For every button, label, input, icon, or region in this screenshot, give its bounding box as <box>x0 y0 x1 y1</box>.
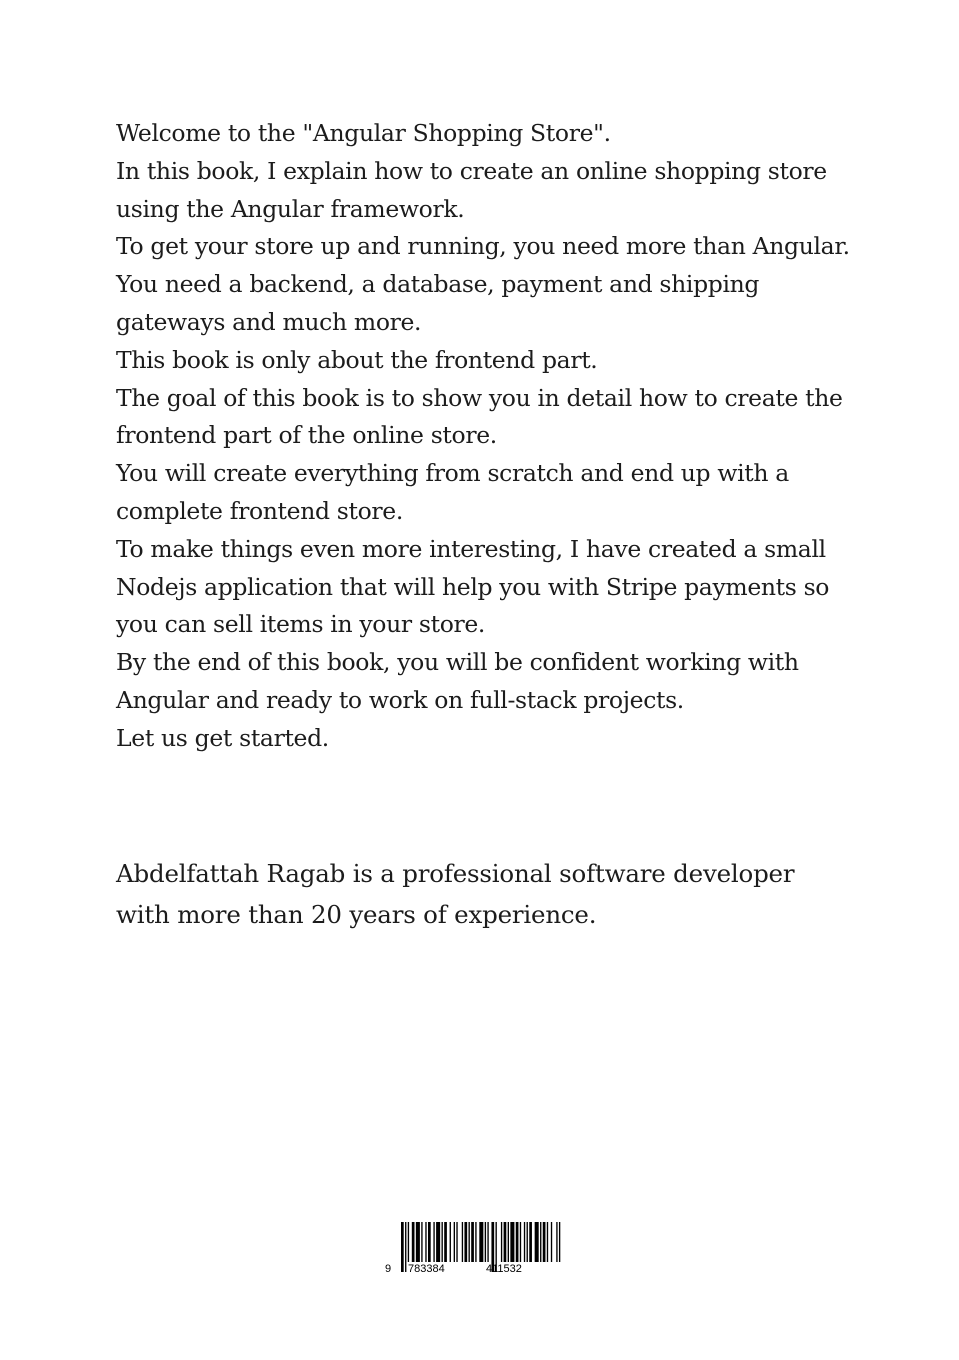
back-cover-blurb <box>116 115 856 758</box>
barcode-bar <box>508 1222 509 1262</box>
blurb-line: This book is only about the frontend part. <box>116 345 598 374</box>
barcode-bar <box>543 1222 546 1262</box>
barcode-bar <box>516 1222 519 1262</box>
blurb-line: gateways and much more. <box>116 307 422 336</box>
blurb-line: In this book, I explain how to create an online shopping store <box>116 156 827 185</box>
author-bio-line: Abdelfattah Ragab is a professional software developer <box>116 859 795 888</box>
blurb-line: To get your store up and running, you need more than Angular. <box>116 232 850 261</box>
blurb-line: To make things even more interesting, I have created a small <box>116 534 826 563</box>
barcode-bar <box>535 1222 539 1262</box>
barcode-digits-left: 783384 <box>408 1263 445 1274</box>
barcode-bar <box>469 1222 470 1262</box>
barcode-bar <box>547 1222 548 1262</box>
barcode-bar <box>527 1222 528 1262</box>
barcode-bar <box>456 1222 457 1262</box>
blurb-line: The goal of this book is to show you in detail how to create the <box>116 383 843 412</box>
isbn-barcode <box>383 1222 563 1274</box>
barcode-bar <box>425 1222 426 1262</box>
blurb-line: you can sell items in your store. <box>116 610 486 639</box>
barcode-bar <box>416 1222 420 1262</box>
blurb-line: You need a backend, a database, payment and shipping <box>116 270 760 299</box>
barcode-bar <box>444 1222 447 1262</box>
barcode-bar <box>433 1222 434 1262</box>
barcode-bar <box>475 1222 476 1262</box>
barcode-bar <box>405 1222 406 1272</box>
barcode-bar <box>485 1222 486 1262</box>
barcode-digit-first: 9 <box>385 1263 392 1274</box>
barcode-bar <box>436 1222 440 1262</box>
barcode-bar <box>428 1222 431 1262</box>
barcode-digits-right: 411532 <box>486 1263 522 1274</box>
blurb-line: By the end of this book, you will be confident working with <box>116 648 799 677</box>
blurb-line: using the Angular framework. <box>116 194 465 223</box>
blurb-line: Angular and ready to work on full-stack projects. <box>116 685 684 714</box>
barcode-bar <box>487 1222 488 1262</box>
barcode-bar <box>479 1222 483 1262</box>
barcode-bar <box>412 1222 415 1262</box>
barcode-bar <box>501 1222 502 1262</box>
barcode-bar <box>540 1222 541 1262</box>
blurb-line: You will create everything from scratch and end up with a <box>116 459 789 488</box>
barcode-bar <box>464 1222 467 1262</box>
blurb-line: Nodejs application that will help you with Stripe payments so <box>116 572 830 601</box>
barcode-bar <box>559 1222 560 1262</box>
barcode-bar <box>442 1222 443 1262</box>
barcode-bar <box>421 1222 422 1262</box>
author-bio <box>116 853 876 935</box>
barcode-bar <box>524 1222 525 1262</box>
barcode-bar <box>551 1222 552 1262</box>
blurb-line: Let us get started. <box>116 723 329 752</box>
barcode-bar <box>510 1222 514 1262</box>
author-bio-line: with more than 20 years of experience. <box>116 900 597 929</box>
barcode-bar <box>504 1222 507 1262</box>
blurb-line: frontend part of the online store. <box>116 421 497 450</box>
barcode-bar <box>408 1222 409 1262</box>
blurb-line: Welcome to the "Angular Shopping Store". <box>116 119 611 147</box>
barcode-bar <box>450 1222 451 1262</box>
barcode-bar <box>462 1222 463 1262</box>
barcode-bar <box>529 1222 532 1262</box>
blurb-line: complete frontend store. <box>116 496 403 525</box>
barcode-bar <box>556 1222 557 1262</box>
barcode-bar <box>454 1222 455 1262</box>
barcode-bar <box>471 1222 474 1262</box>
barcode-bar <box>520 1222 521 1262</box>
barcode-bar <box>401 1222 404 1272</box>
